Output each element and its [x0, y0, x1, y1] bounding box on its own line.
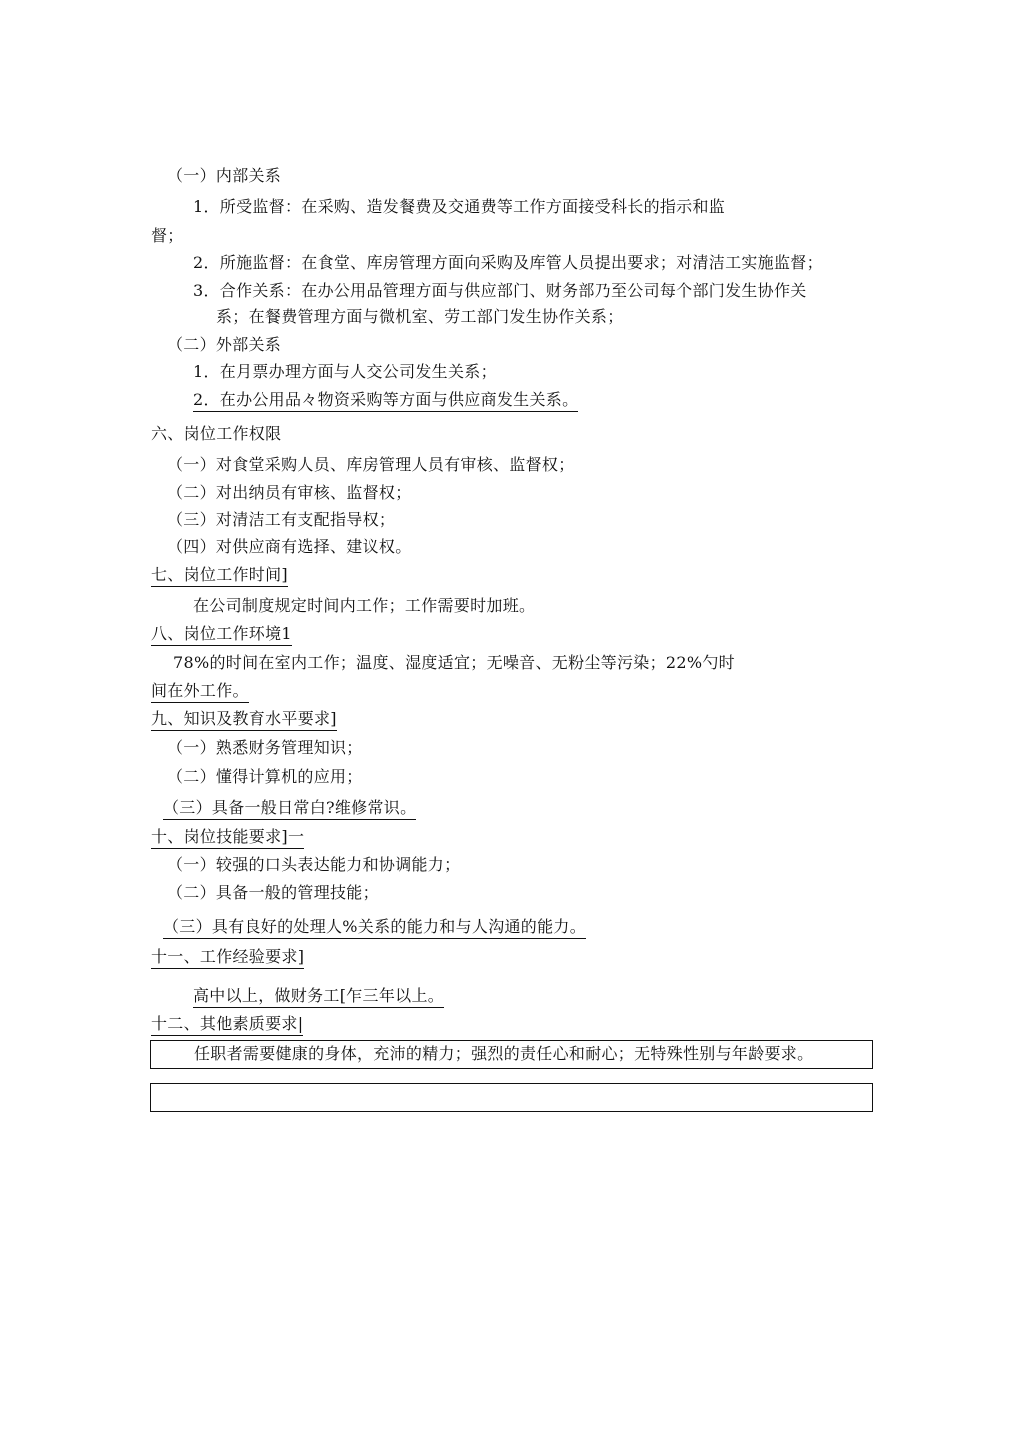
internal-item-2: 2．所施监督：在食堂、库房管理方面向采购及库管人员提出要求；对清洁工实施监督； [193, 253, 823, 272]
internal-relations-heading: （一）内部关系 [167, 166, 282, 185]
external-item-2: 2．在办公用品々物资采购等方面与供应商发生关系。 [193, 390, 578, 412]
section-6-item-3: （三）对清洁工有支配指导权； [167, 510, 396, 529]
section-12-body: 任职者需要健康的身体，充沛的精力；强烈的责任心和耐心；无特殊性别与年龄要求。 [194, 1044, 814, 1063]
section-10-heading: 十、岗位技能要求]一 [151, 827, 304, 849]
section-6-item-4: （四）对供应商有选择、建议权。 [167, 537, 412, 556]
internal-item-3-line-b: 系；在餐费管理方面与微机室、劳工部门发生协作关系； [216, 307, 624, 326]
internal-item-1-line-b: 督； [151, 226, 184, 245]
external-item-1: 1．在月票办理方面与人交公司发生关系； [193, 362, 497, 381]
section-7-body: 在公司制度规定时间内工作；工作需要时加班。 [193, 596, 536, 615]
section-6-heading: 六、岗位工作权限 [151, 424, 282, 443]
section-8-body-line-b: 间在外工作。 [151, 681, 249, 703]
section-7-heading: 七、岗位工作时间] [151, 565, 288, 587]
section-6-item-2: （二）对出纳员有审核、监督权； [167, 483, 412, 502]
section-10-item-2: （二）具备一般的管理技能； [167, 883, 379, 902]
section-10-item-1: （一）较强的口头表达能力和协调能力； [167, 855, 461, 874]
internal-item-3-line-a: 3．合作关系：在办公用品管理方面与供应部门、财务部乃至公司每个部门发生协作关 [193, 281, 807, 300]
section-11-heading: 十一、工作经验要求] [151, 947, 304, 969]
section-11-body: 高中以上，做财务工[乍三年以上。 [193, 986, 444, 1008]
section-12-body-box [150, 1040, 873, 1069]
section-8-body-line-a: 78%的时间在室内工作；温度、湿度适宜；无噪音、无粉尘等污染；22%勺时 [173, 653, 735, 672]
external-relations-heading: （二）外部关系 [167, 335, 282, 354]
empty-table-row [150, 1083, 873, 1112]
section-12-heading: 十二、其他素质要求| [151, 1014, 303, 1036]
section-9-item-3: （三）具备一般日常白?维修常识。 [163, 798, 416, 820]
section-9-item-2: （二）懂得计算机的应用； [167, 767, 363, 786]
section-6-item-1: （一）对食堂采购人员、库房管理人员有审核、监督权； [167, 455, 575, 474]
section-9-heading: 九、知识及教育水平要求] [151, 709, 337, 731]
section-8-heading: 八、岗位工作环境1 [151, 624, 292, 646]
internal-item-1-line-a: 1．所受监督：在采购、造发餐费及交通费等工作方面接受科长的指示和监 [193, 197, 726, 216]
section-9-item-1: （一）熟悉财务管理知识； [167, 738, 363, 757]
section-10-item-3: （三）具有良好的处理人%关系的能力和与人沟通的能力。 [163, 917, 586, 939]
